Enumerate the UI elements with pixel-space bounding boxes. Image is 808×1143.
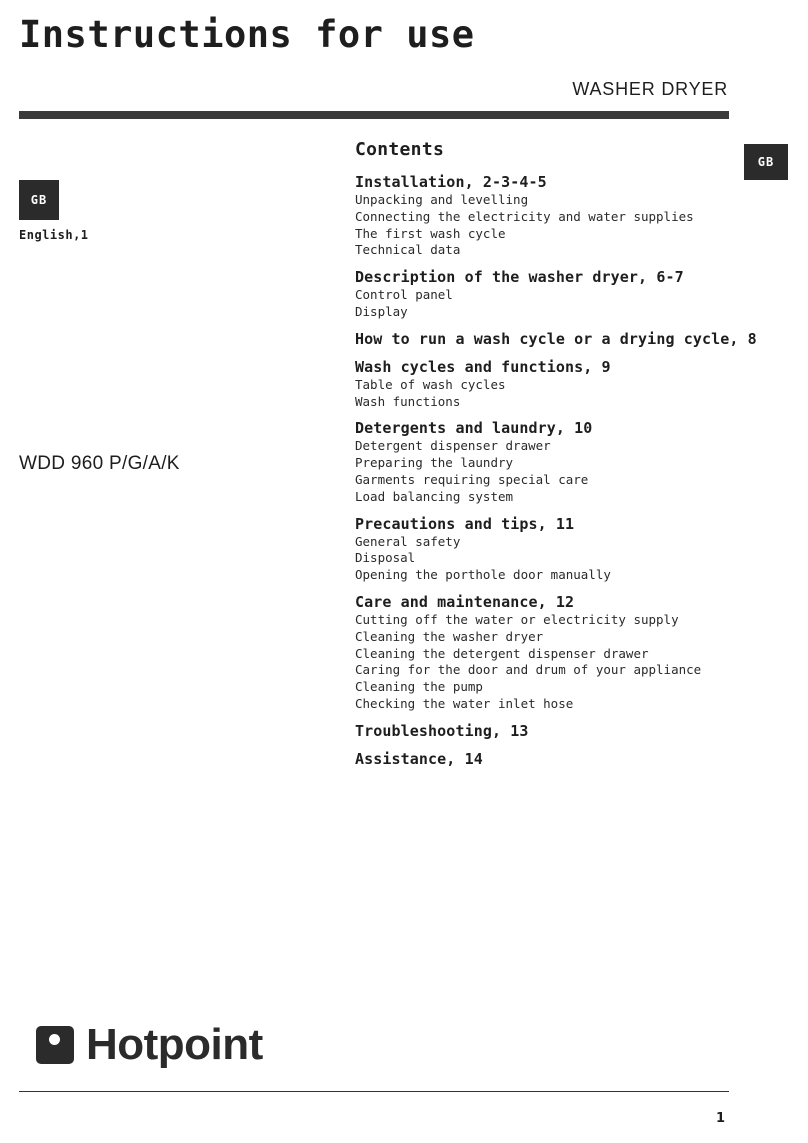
contents-section — [355, 330, 755, 349]
section-item: Display — [355, 303, 408, 319]
section-title: Installation, 2-3-4-5 — [355, 173, 547, 191]
section-title: Description of the washer dryer, 6-7 — [355, 268, 684, 287]
section-item: Technical data — [355, 242, 461, 258]
section-title: Wash cycles and functions, 9 — [355, 357, 611, 376]
contents-sections — [355, 173, 755, 769]
section-item: Cleaning the detergent dispenser drawer — [355, 645, 649, 661]
page-title: Instructions for use — [19, 13, 475, 56]
section-item: Cutting off the water or electricity supply — [355, 611, 679, 627]
header-divider — [19, 111, 729, 119]
section-title: Assistance, 14 — [355, 749, 483, 768]
language-tab: GB — [744, 144, 788, 180]
section-item: Load balancing system — [355, 488, 514, 504]
contents-section — [355, 419, 755, 505]
language-label: English,1 — [19, 228, 89, 242]
contents-section — [355, 593, 755, 713]
contents-section — [355, 722, 755, 741]
contents-section — [355, 750, 755, 769]
contents-section — [355, 358, 755, 411]
section-item: Connecting the electricity and water supplies — [355, 208, 694, 224]
product-type: WASHER DRYER — [572, 79, 728, 99]
contents-section — [355, 268, 755, 321]
section-item: General safety — [355, 533, 461, 549]
section-title: Care and maintenance, 12 — [355, 592, 575, 611]
brand-logo — [36, 1020, 263, 1070]
section-item: Garments requiring special care — [355, 471, 589, 487]
footer-divider — [19, 1091, 729, 1092]
section-item: Detergent dispenser drawer — [355, 438, 551, 454]
language-badge: GB — [19, 180, 59, 220]
section-item: Checking the water inlet hose — [355, 695, 574, 711]
section-item: Wash functions — [355, 393, 461, 409]
contents-section — [355, 515, 755, 584]
section-item: The first wash cycle — [355, 225, 506, 241]
section-item: Unpacking and levelling — [355, 192, 529, 207]
section-title: How to run a wash cycle or a drying cycle, 8 — [355, 329, 757, 348]
hotpoint-logo-icon — [36, 1026, 74, 1064]
section-item: Control panel — [355, 287, 453, 303]
contents-section — [355, 173, 755, 259]
section-title: Detergents and laundry, 10 — [355, 419, 593, 438]
section-item: Cleaning the washer dryer — [355, 628, 544, 644]
section-item: Opening the porthole door manually — [355, 567, 611, 583]
section-item: Caring for the door and drum of your appliance — [355, 662, 702, 678]
section-title: Troubleshooting, 13 — [355, 721, 529, 740]
contents-heading: Contents — [355, 139, 445, 160]
section-title: Precautions and tips, 11 — [355, 514, 575, 533]
section-item: Preparing the laundry — [355, 455, 514, 471]
brand-name: Hotpoint — [86, 1020, 263, 1069]
table-of-contents — [355, 138, 755, 778]
model-number: WDD 960 P/G/A/K — [19, 453, 180, 474]
section-item: Disposal — [355, 550, 416, 566]
section-item: Table of wash cycles — [355, 376, 506, 392]
page-number: 1 — [716, 1111, 726, 1126]
section-item: Cleaning the pump — [355, 679, 483, 695]
